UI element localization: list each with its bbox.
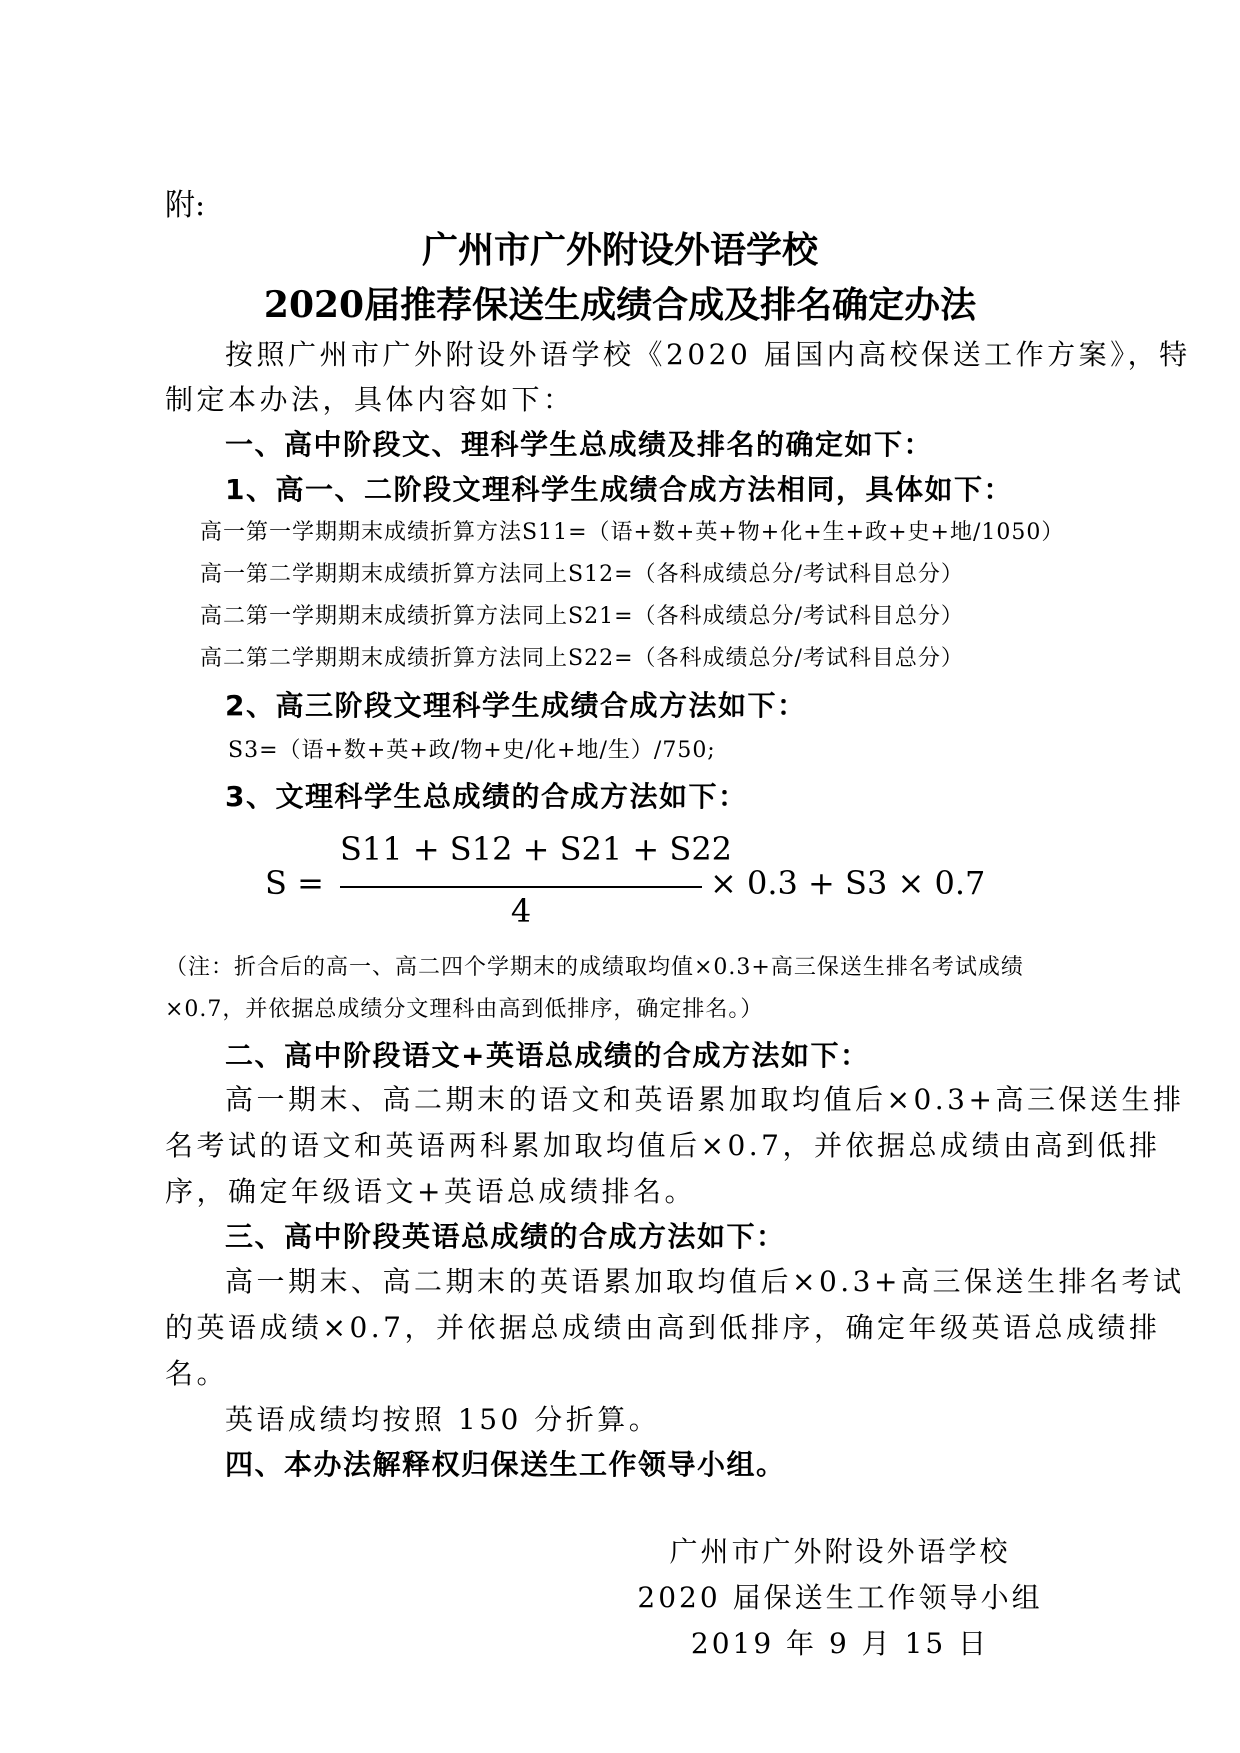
intro-line2: 制定本办法，具体内容如下： <box>165 383 575 416</box>
formula-s12: 高一第二学期期末成绩折算方法同上S12=（各科成绩总分/考试科目总分） <box>200 562 964 587</box>
section2-heading: 二、高中阶段语文+英语总成绩的合成方法如下： <box>225 1039 870 1072</box>
formula-s22: 高二第二学期期末成绩折算方法同上S22=（各科成绩总分/考试科目总分） <box>200 646 964 671</box>
signature-group: 2020 届保送生工作领导小组 <box>637 1581 1043 1614</box>
section1-heading: 一、高中阶段文、理科学生总成绩及排名的确定如下： <box>225 428 934 461</box>
formula-lhs: S = <box>265 864 324 902</box>
document-title-line2: 2020届推荐保送生成绩合成及排名确定办法 <box>263 284 977 326</box>
section3-line2: 的英语成绩×0.7，并依据总成绩由高到低排序，确定年级英语总成绩排 <box>165 1311 1161 1344</box>
signature-date: 2019 年 9 月 15 日 <box>690 1627 990 1660</box>
section2-line3: 序，确定年级语文+英语总成绩排名。 <box>165 1175 696 1208</box>
formula-s3: S3=（语+数+英+政/物+史/化+地/生）/750; <box>228 738 716 763</box>
signature-school: 广州市广外附设外语学校 <box>669 1535 1011 1568</box>
section3-heading: 三、高中阶段英语总成绩的合成方法如下： <box>225 1220 786 1253</box>
document-title-line1: 广州市广外附设外语学校 <box>421 229 818 271</box>
fraction-bar <box>340 886 702 888</box>
formula-denominator: 4 <box>510 892 532 930</box>
section4-heading: 四、本办法解释权归保送生工作领导小组。 <box>225 1448 786 1481</box>
attachment-label: 附: <box>165 188 206 223</box>
section1-item1-heading: 1、高一、二阶段文理科学生成绩合成方法相同，具体如下： <box>225 473 1013 506</box>
intro-line1: 按照广州市广外附设外语学校《2020 届国内高校保送工作方案》，特 <box>225 338 1191 371</box>
formula-s21: 高二第一学期期末成绩折算方法同上S21=（各科成绩总分/考试科目总分） <box>200 604 964 629</box>
section1-item3-heading: 3、文理科学生总成绩的合成方法如下： <box>225 780 748 813</box>
formula-rhs: × 0.3 + S3 × 0.7 <box>710 864 986 902</box>
formula-numerator: S11 + S12 + S21 + S22 <box>340 830 733 868</box>
section3-line3: 名。 <box>165 1357 229 1390</box>
section2-line2: 名考试的语文和英语两科累加取均值后×0.7，并依据总成绩由高到低排 <box>165 1129 1161 1162</box>
formula-s11: 高一第一学期期末成绩折算方法S11=（语+数+英+物+化+生+政+史+地/1050） <box>200 520 1065 545</box>
section2-line1: 高一期末、高二期末的语文和英语累加取均值后×0.3+高三保送生排 <box>225 1083 1185 1116</box>
note-line1: （注：折合后的高一、高二四个学期末的成绩取均值×0.3+高三保送生排名考试成绩 <box>165 955 1024 980</box>
section1-item2-heading: 2、高三阶段文理科学生成绩合成方法如下： <box>225 689 807 722</box>
section3-line1: 高一期末、高二期末的英语累加取均值后×0.3+高三保送生排名考试 <box>225 1265 1185 1298</box>
english-note: 英语成绩均按照 150 分折算。 <box>225 1403 661 1436</box>
note-line2: ×0.7，并依据总成绩分文理科由高到低排序，确定排名。） <box>165 997 764 1022</box>
